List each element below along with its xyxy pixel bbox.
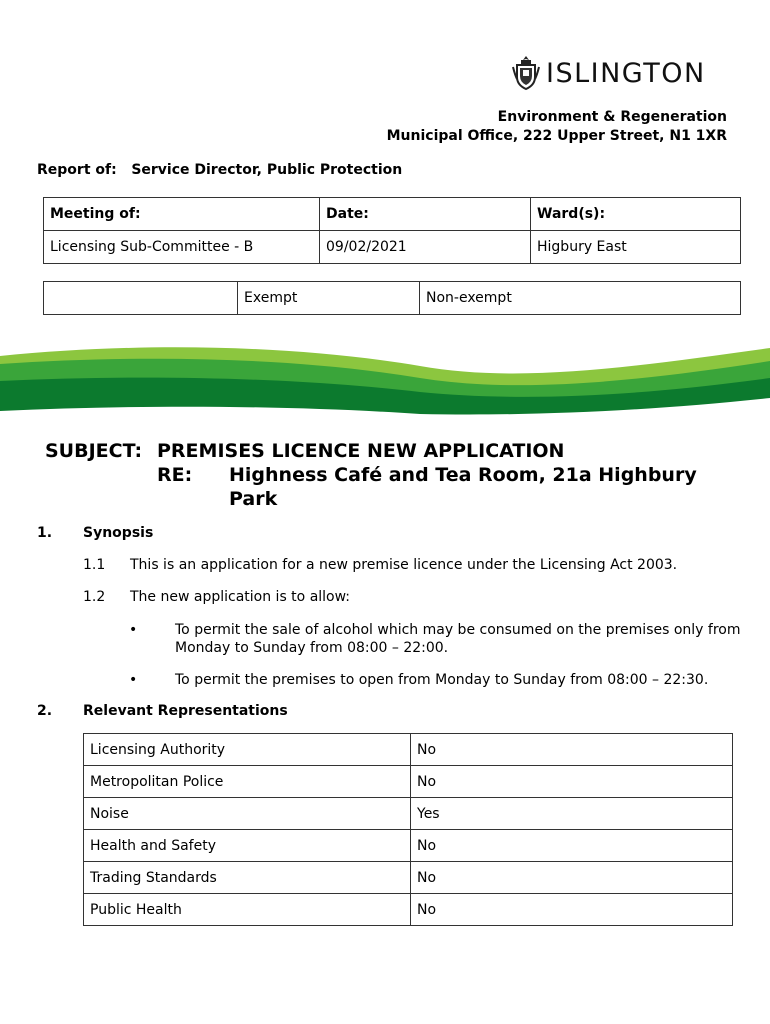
re-label: RE: [157, 464, 193, 486]
bullet-2-line-1: To permit the premises to open from Monday to Sunday from 08:00 – 22:30. [175, 672, 709, 688]
report-of: Report of: Service Director, Public Protection [37, 162, 403, 178]
table-row [84, 766, 733, 798]
meeting-table [43, 197, 741, 264]
exempt-table [43, 281, 741, 315]
representation-response: No [411, 734, 733, 766]
representation-body: Noise [84, 798, 411, 830]
section-1-title: Synopsis [83, 525, 154, 541]
exempt-blank-cell [44, 282, 238, 315]
office-address: Municipal Office, 222 Upper Street, N1 1XR [386, 128, 727, 144]
representations-table [83, 733, 733, 926]
paragraph-1-1-text: This is an application for a new premise licence under the Licensing Act 2003. [130, 557, 678, 573]
coat-of-arms-icon [512, 55, 540, 91]
bullet-1-line-1: To permit the sale of alcohol which may be consumed on the premises only from [175, 622, 741, 638]
wards-value: Higbury East [531, 231, 741, 264]
exempt-row [44, 282, 741, 315]
meeting-table-value-row [44, 231, 741, 264]
meeting-of-header: Meeting of: [44, 198, 320, 231]
table-row [84, 894, 733, 926]
meeting-of-value: Licensing Sub-Committee - B [44, 231, 320, 264]
table-row [84, 830, 733, 862]
bullet-1-line-2: Monday to Sunday from 08:00 – 22:00. [175, 640, 449, 656]
representation-body: Licensing Authority [84, 734, 411, 766]
exempt-cell: Exempt [238, 282, 420, 315]
representation-response: No [411, 830, 733, 862]
bullet-dot-icon: • [129, 672, 138, 688]
representation-body: Metropolitan Police [84, 766, 411, 798]
representation-body: Trading Standards [84, 862, 411, 894]
section-2-title: Relevant Representations [83, 703, 288, 719]
bullet-dot-icon: • [129, 622, 138, 638]
subject-title: PREMISES LICENCE NEW APPLICATION [157, 440, 565, 462]
table-row [84, 862, 733, 894]
paragraph-1-2-number: 1.2 [83, 589, 106, 605]
date-value: 09/02/2021 [320, 231, 531, 264]
representation-response: Yes [411, 798, 733, 830]
table-row [84, 798, 733, 830]
department-name: Environment & Regeneration [497, 109, 727, 125]
representation-response: No [411, 862, 733, 894]
paragraph-1-1-number: 1.1 [83, 557, 106, 573]
re-line-2: Park [229, 488, 278, 510]
meeting-table-header-row [44, 198, 741, 231]
section-2-number: 2. [37, 703, 53, 719]
re-line-1: Highness Café and Tea Room, 21a Highbury [229, 464, 697, 486]
islington-logo [512, 52, 706, 94]
non-exempt-cell: Non-exempt [420, 282, 741, 315]
paragraph-1-2-text: The new application is to allow: [130, 589, 351, 605]
representation-body: Public Health [84, 894, 411, 926]
date-header: Date: [320, 198, 531, 231]
logo-wordmark: ISLINGTON [546, 57, 706, 89]
wards-header: Ward(s): [531, 198, 741, 231]
representation-response: No [411, 894, 733, 926]
subject-label: SUBJECT: [45, 440, 143, 462]
representation-response: No [411, 766, 733, 798]
table-row [84, 734, 733, 766]
representation-body: Health and Safety [84, 830, 411, 862]
section-1-number: 1. [37, 525, 53, 541]
green-wave-banner [0, 336, 770, 416]
